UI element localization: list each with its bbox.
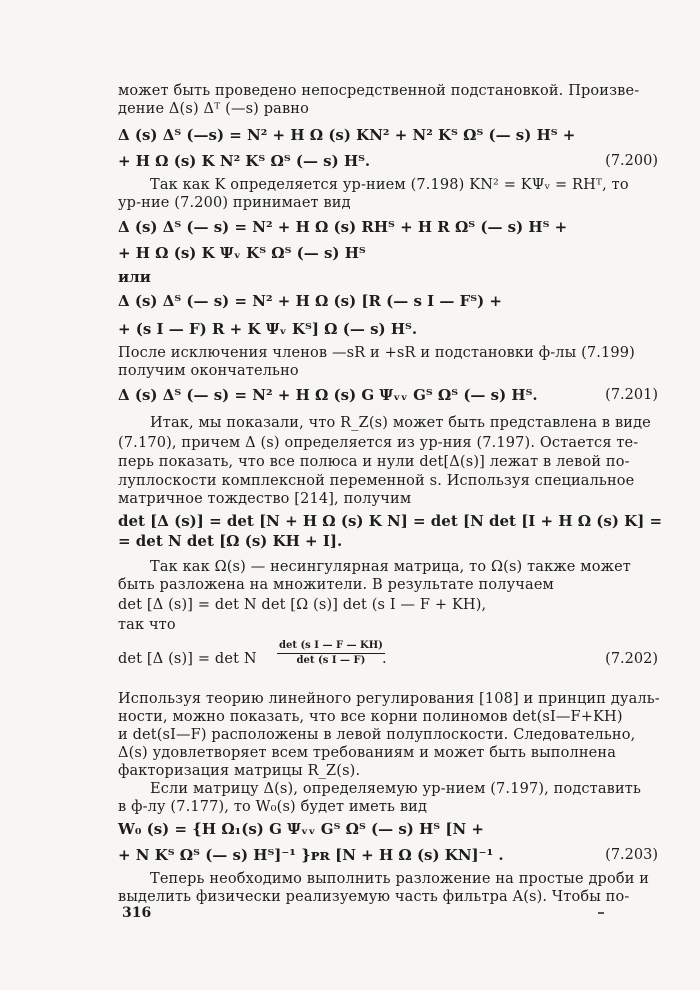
equation-line: det [Δ (s)] = det [N + H Ω (s) K N] = det [N det [I + H Ω (s) K] =: [118, 512, 663, 530]
equation-line: + H Ω (s) K N² Kᵀ Ωᵀ (— s) Hᵀ.: [118, 152, 371, 170]
text-line: дение Δ(s) Δᵀ (—s) равно: [118, 101, 309, 117]
text-line: ности, можно показать, что все корни полиномов det(sI—F+KH): [118, 709, 623, 725]
text-line: det [Δ (s)] = det N: [118, 651, 257, 667]
text-line: Теперь необходимо выполнить разложение на простые дроби и: [150, 871, 650, 887]
equation-number: (7.203): [605, 847, 658, 863]
equation-line: Δ (s) Δᵀ (— s) = N² + H Ω (s) [R (— s I — Fᵀ) +: [118, 292, 502, 310]
text-line: и det(sI—F) расположены в левой полуплоскости. Следовательно,: [118, 727, 636, 743]
equation-line: W₀ (s) = {H Ω₁(s) G Ψᵥᵥ Gᵀ Ωᵀ (— s) Hᵀ [N +: [118, 820, 484, 838]
equation-number: (7.200): [605, 153, 658, 169]
text-line: det [Δ (s)] = det N det [Ω (s)] det (s I — F + KH),: [118, 597, 487, 613]
text-line: в ф-лу (7.177), то W₀(s) будет иметь вид: [118, 799, 428, 815]
text-line: Если матрицу Δ(s), определяемую ур-нием (7.197), подставить: [150, 781, 641, 797]
text-line: перь показать, что все полюса и нули det[Δ(s)] лежат в левой по-: [118, 454, 630, 470]
text-line: Так как K определяется ур-нием (7.198) KN² = KΨᵥ = RHᵀ, то: [150, 177, 629, 193]
text-line: ур-ние (7.200) принимает вид: [118, 195, 351, 211]
text-line: выделить физически реализуемую часть фильтра A(s). Чтобы по-: [118, 889, 630, 905]
text-line: Используя теорию линейного регулирования [108] и принцип дуаль-: [118, 691, 660, 707]
equation-line: + N Kᵀ Ωᵀ (— s) Hᵀ]⁻¹ }ᴘʀ [N + H Ω (s) KN]⁻¹ .: [118, 846, 504, 864]
fraction-denominator: det (s I — F): [296, 655, 366, 666]
text-line: быть разложена на множители. В результате получаем: [118, 577, 554, 593]
text-line: так что: [118, 617, 176, 633]
text-line: Так как Ω(s) — несингулярная матрица, то Ω(s) также может: [150, 559, 631, 575]
equation-number: (7.201): [605, 387, 658, 403]
equation-line: Δ (s) Δᵀ (— s) = N² + H Ω (s) G Ψᵥᵥ Gᵀ Ωᵀ (— s) Hᵀ.: [118, 386, 538, 404]
equation-number: (7.202): [605, 651, 658, 667]
text-line: Δ(s) удовлетворяет всем требованиям и может быть выполнена: [118, 745, 616, 761]
equation-line: + (s I — F) R + K Ψᵥ Kᵀ] Ω (— s) Hᵀ.: [118, 320, 418, 338]
equation-line: Δ (s) Δᵀ (—s) = N² + H Ω (s) KN² + N² Kᵀ Ωᵀ (— s) Hᵀ +: [118, 126, 576, 144]
text-line: После исключения членов —sR и +sR и подстановки ф-лы (7.199): [118, 345, 635, 361]
fraction-period: .: [382, 651, 387, 667]
text-line: получим окончательно: [118, 363, 299, 379]
equation-line: Δ (s) Δᵀ (— s) = N² + H Ω (s) RHᵀ + H R Ωᵀ (— s) Hᵀ +: [118, 218, 568, 236]
fraction-numerator: det (s I — F — KH): [277, 640, 385, 654]
text-line: (7.170), причем Δ (s) определяется из ур-ния (7.197). Остается те-: [118, 435, 639, 451]
text-line: луплоскости комплексной переменной s. Используя специальное: [118, 473, 635, 489]
fraction: [277, 640, 385, 667]
equation-line: + H Ω (s) K Ψᵥ Kᵀ Ωᵀ (— s) Hᵀ: [118, 244, 366, 262]
equation-line: или: [118, 268, 151, 286]
equation-line: = det N det [Ω (s) KH + I].: [118, 532, 343, 550]
page-number: 316: [122, 905, 152, 921]
text-line: Итак, мы показали, что R_Z(s) может быть представлена в виде: [150, 415, 651, 431]
print-mark: [598, 912, 604, 914]
text-line: матричное тождество [214], получим: [118, 491, 412, 507]
text-line: факторизация матрицы R_Z(s).: [118, 763, 361, 779]
text-line: может быть проведено непосредственной подстановкой. Произве-: [118, 83, 640, 99]
